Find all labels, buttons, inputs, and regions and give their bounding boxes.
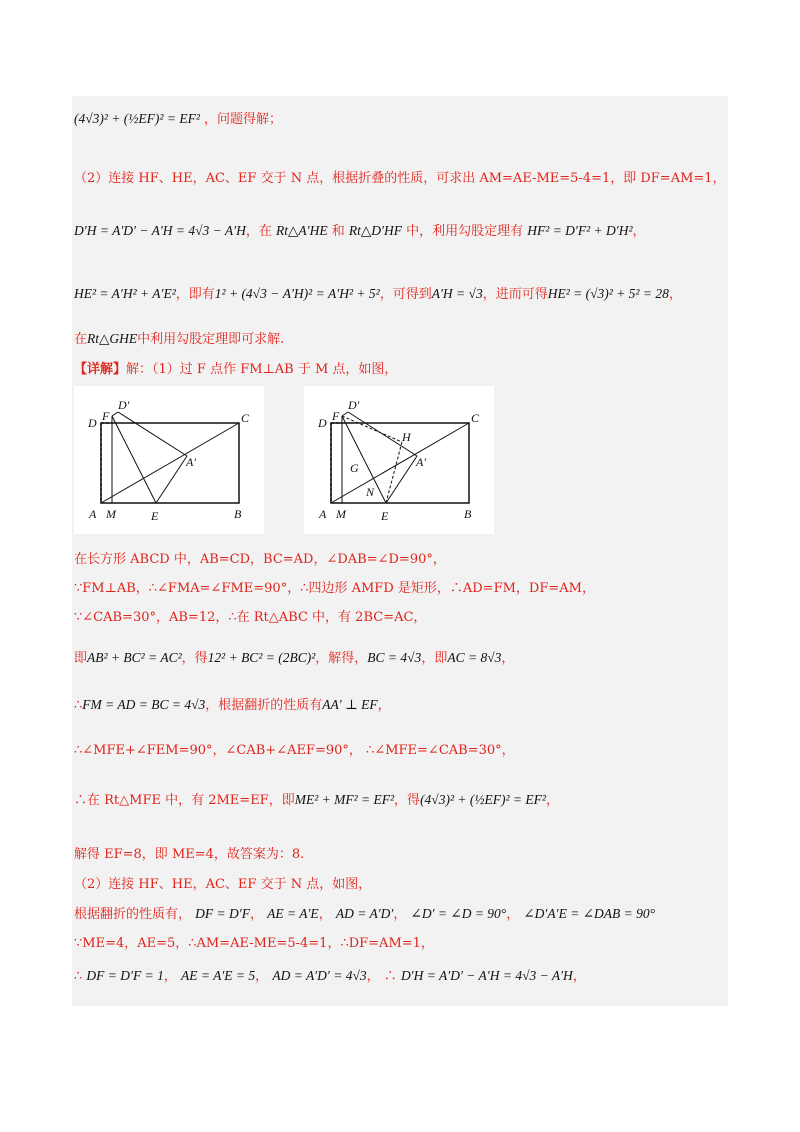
text: 根据翻折的性质有， xyxy=(74,907,192,922)
line-14: 解得 EF=8，即 ME=4，故答案为：8. xyxy=(74,847,305,862)
label-A: A xyxy=(319,507,327,521)
label-E: E xyxy=(151,509,159,523)
label-H: H xyxy=(402,430,411,444)
label-C: C xyxy=(241,411,250,425)
equation: HE² = A′H² + A′E² xyxy=(74,286,176,301)
line-6 xyxy=(74,361,397,379)
label-N: N xyxy=(366,485,375,499)
line-3 xyxy=(74,222,646,241)
label-A: A xyxy=(89,507,97,521)
equation: AE = A′E = 5 xyxy=(181,968,256,983)
section-tag: 【详解】 xyxy=(74,362,127,377)
label-D: D xyxy=(318,416,327,430)
equation: ME² + MF² = EF² xyxy=(294,792,395,807)
equation: Rt△GHE xyxy=(87,331,138,346)
equation: (4√3)² + (½EF)² = EF² xyxy=(420,792,546,807)
equation: D′H = A′D′ − A′H = 4√3 − A′H xyxy=(74,223,246,238)
equation: ∠D′A′E = ∠DAB = 90° xyxy=(523,906,656,921)
equation: Rt△D′HF xyxy=(348,223,402,238)
text: ，即有 xyxy=(175,287,215,302)
text: ∴ xyxy=(74,698,83,713)
text: 中利用勾股定理即可求解. xyxy=(137,332,285,347)
equation: 12² + BC² = (2BC)² xyxy=(207,650,316,665)
equation: (4√3)² + (½EF)² = EF² xyxy=(74,111,200,126)
equation: ∠D′ = ∠D = 90° xyxy=(410,906,507,921)
label-G: G xyxy=(350,461,359,475)
text: ，在 xyxy=(245,224,272,239)
text: ， xyxy=(545,793,559,808)
equation: Rt△A′HE xyxy=(276,223,328,238)
equation: DF = D′F xyxy=(195,906,250,921)
line-2: （2）连接 HF、HE，AC、EF 交于 N 点，根据折叠的性质，可求出 AM=AE-ME=5-4=1，即 DF=AM=1， xyxy=(74,171,726,186)
figure-2 xyxy=(304,386,494,534)
label-M: M xyxy=(336,507,346,521)
text: ∴ xyxy=(383,969,397,984)
label-E: E xyxy=(381,509,389,523)
equation: AD = A′D′ xyxy=(335,906,394,921)
text: ，得 xyxy=(181,651,208,666)
label-D-prime: D′ xyxy=(118,398,130,412)
text: ，得 xyxy=(394,793,421,808)
text: ∴ xyxy=(74,969,83,984)
text: 在 xyxy=(74,332,88,347)
line-8: ∵FM⊥AB，∴∠FMA=∠FME=90°，∴四边形 AMFD 是矩形，∴AD=FM，DF=AM， xyxy=(74,581,595,596)
text: ，进而可得 xyxy=(482,287,548,302)
text: ，可得到 xyxy=(379,287,432,302)
equation: 1² + (4√3 − A′H)² = A′H² + 5² xyxy=(214,286,380,301)
label-B: B xyxy=(464,507,472,521)
line-4 xyxy=(74,285,682,304)
line-5 xyxy=(74,330,284,349)
label-F: F xyxy=(102,409,110,423)
line-11 xyxy=(74,696,391,715)
text: ，即 xyxy=(421,651,448,666)
label-D-prime: D′ xyxy=(348,398,360,412)
equation: HF² = D′F² + D′H² xyxy=(527,223,633,238)
figure-1 xyxy=(74,386,264,534)
label-B: B xyxy=(234,507,242,521)
text: ，解得， xyxy=(315,651,368,666)
equation: AB² + BC² = AC² xyxy=(87,650,182,665)
equation: A′H = √3 xyxy=(431,286,483,301)
label-C: C xyxy=(471,411,480,425)
line-10 xyxy=(74,649,514,668)
line-18: ∴ DF = D′F = 1， AE = A′E = 5， AD = A′D′ = 4√3， ∴ D′H = A′D′ − A′H = 4√3 − A′H， xyxy=(74,968,586,984)
text: ， xyxy=(668,287,682,302)
geometry-diagram-1 xyxy=(74,386,264,534)
line-7: 在长方形 ABCD 中，AB=CD，BC=AD，∠DAB=∠D=90°， xyxy=(74,552,446,567)
line-17: ∵ME=4，AE=5，∴AM=AE-ME=5-4=1，∴DF=AM=1， xyxy=(74,936,434,951)
line-9: ∵∠CAB=30°，AB=12，∴在 Rt△ABC 中，有 2BC=AC， xyxy=(74,610,427,625)
equation: AE = A′E xyxy=(267,906,319,921)
geometry-diagram-2 xyxy=(304,386,494,534)
text: 即 xyxy=(74,651,88,666)
equation: AD = A′D′ = 4√3 xyxy=(272,968,367,983)
text: 和 xyxy=(331,224,345,239)
label-F: F xyxy=(332,409,340,423)
label-A-prime: A′ xyxy=(416,455,426,469)
line-16: 根据翻折的性质有， DF = D′F， AE = A′E， AD = A′D′， ∠D′ = ∠D = 90°， ∠D′A′E = ∠DAB = 90° xyxy=(74,906,656,922)
label-D: D xyxy=(88,416,97,430)
equation: AA′ ⊥ EF xyxy=(322,697,378,712)
line-12: ∴∠MFE+∠FEM=90°，∠CAB+∠AEF=90°， ∴∠MFE=∠CAB=30°， xyxy=(74,743,515,758)
text: ， xyxy=(377,698,391,713)
text: ， xyxy=(632,224,646,239)
line-13 xyxy=(74,791,559,810)
text: ∴在 Rt△MFE 中，有 2ME=EF，即 xyxy=(74,793,295,808)
equation: BC = 4√3 xyxy=(367,650,422,665)
text: ， xyxy=(501,651,515,666)
equation: D′H = A′D′ − A′H = 4√3 − A′H xyxy=(400,968,573,983)
equation: HE² = (√3)² + 5² = 28 xyxy=(547,286,669,301)
line-15: （2）连接 HF、HE，AC、EF 交于 N 点，如图， xyxy=(74,877,372,892)
text: ，根据翻折的性质有 xyxy=(205,698,323,713)
line-1 xyxy=(74,110,282,129)
text: ，问题得解； xyxy=(204,112,283,127)
equation: FM = AD = BC = 4√3 xyxy=(82,697,206,712)
label-M: M xyxy=(106,507,116,521)
equation: DF = D′F = 1 xyxy=(86,968,164,983)
label-A-prime: A′ xyxy=(186,455,196,469)
text: 中，利用勾股定理有 xyxy=(406,224,524,239)
text: 解：（1）过 F 点作 FM⊥AB 于 M 点，如图， xyxy=(126,362,398,377)
equation: AC = 8√3 xyxy=(447,650,502,665)
